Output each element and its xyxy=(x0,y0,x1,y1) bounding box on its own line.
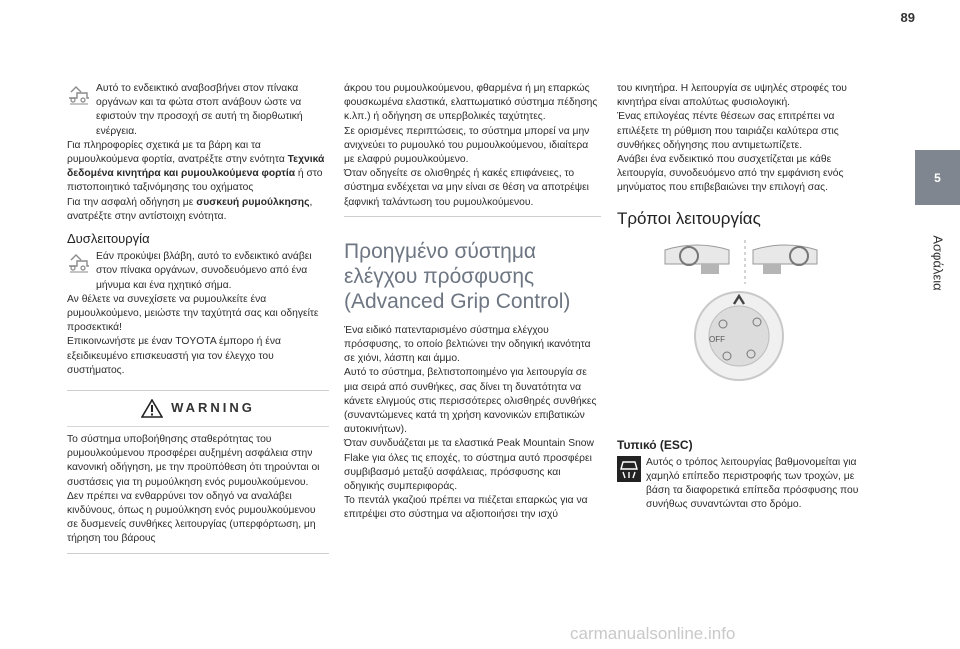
grip-control-knob-icon xyxy=(689,290,789,382)
trailer-warning-icon xyxy=(67,84,91,106)
esc-mode-icon xyxy=(617,456,641,482)
trailer-intro-block xyxy=(67,82,329,139)
grip-paragraph-1: Ένα ειδικό πατενταρισμένο σύστημα ελέγχου πρόσφυσης, το οποίο βελτιώνει την οδηγική ικανότητα σε χιόνι, λάσπη και άμμο. xyxy=(344,324,591,365)
grip-paragraph-4: Το πεντάλ γκαζιού πρέπει να πιέζεται επαρκώς για να επιτρέψει στο σύστημα να αξιοποιήσει την ισχύ xyxy=(344,495,588,521)
column-1 xyxy=(67,82,329,554)
page-number: 89 xyxy=(900,10,915,25)
malfunction-paragraph-2: Αν θέλετε να συνεχίσετε να ρυμουλκείτε ένα ρυμουλκούμενο, μειώστε την ταχύτητά σας και οδηγείτε προσεκτικά! xyxy=(67,293,319,334)
esc-text: Αυτός ο τρόπος λειτουργίας βαθμονομείται για χαμηλό επίπεδο περιστροφής των τροχών, με βάση τα διαφορετικά επίπεδα πρόσφυσης που συνήθως συναντώνται στο δρόμο. xyxy=(646,456,859,511)
warning-box xyxy=(67,390,329,554)
grip-control-heading: Προηγμένο σύστημα ελέγχου πρόσφυσης (Advanced Grip Control) xyxy=(344,239,571,313)
intro-paragraph-1: Αυτό το ενδεικτικό αναβοσβήνει στον πίνακα οργάνων και τα φώτα στοπ ανάβουν ώστε να εφιστούν την προσοχή σε αυτή τη διορθωτική ενέργεια. xyxy=(96,83,303,137)
watermark: carmanualsonline.info xyxy=(570,624,736,643)
grip-paragraph-3: Όταν συνδυάζεται με τα ελαστικά Peak Mountain Snow Flake για όλες τις εποχές, το σύστημα αυτό προσφέρει συμβιβασμό μεταξύ ασφάλειας, πρόσφυσης και οδηγικής συμπεριφοράς. xyxy=(344,438,594,493)
warning-body xyxy=(67,427,329,553)
warning-cont-3: Όταν οδηγείτε σε ολισθηρές ή κακές επιφάνειες, το σύστημα ενδέχεται να μην είναι σε θέση να αποτρέψει ξαφνική ταλάντωση του ρυμουλκούμενου. xyxy=(344,168,589,208)
malfunction-paragraph-3: Επικοινωνήστε με έναν TOYOTA έμπορο ή ένα εξειδικευμένο επισκευαστή για τον έλεγχο του συστήματος. xyxy=(67,336,281,376)
col3-cont-1: του κινητήρα. Η λειτουργία σε υψηλές στροφές του κινητήρα είναι απολύτως φυσιολογική. xyxy=(617,83,847,109)
dashboard-location-icon xyxy=(617,238,857,286)
modes-heading: Τρόποι λειτουργίας xyxy=(617,208,761,228)
column-3 xyxy=(617,82,862,513)
malfunction-paragraph-1: Εάν προκύψει βλάβη, αυτό το ενδεικτικό ανάβει στον πίνακα οργάνων, συνοδευόμενο από ένα μήνυμα και ένα ηχητικό σήμα. xyxy=(96,251,312,291)
malfunction-heading: Δυσλειτουργία xyxy=(67,231,150,247)
warning-title: WARNING xyxy=(171,400,255,416)
chapter-title-text: Ασφάλεια xyxy=(930,235,946,291)
intro2-end: ή στο πιστοποιητικό ταξινόμησης του οχήματος xyxy=(67,168,323,194)
col3-cont-3: Ανάβει ένα ενδεικτικό που συσχετίζεται με κάθε λειτουργία, συνοδευόμενο από την εμφάνιση ενός μηνύματος που επιβεβαιώνει την επιλογή σας. xyxy=(617,154,844,194)
warning-text: Το σύστημα υποβοήθησης σταθερότητας του ρυμουλκούμενου προσφέρει αυξημένη ασφάλεια στην κανονική οδήγηση, με την προϋπόθεση ότι τηρούνται οι συστάσεις για τη ρυμούλκηση ενός ρυμουλκούμενου. Δεν πρέπει να ενθαρρύνει τον οδηγό να αναλάβει κινδύνους, όπως η ρυμούλκηση ενός ρυμουλκούμενου σε δυσμενείς συνθήκες λειτουργίας (υπερφόρτωση, μη τήρηση του βάρους xyxy=(67,434,320,545)
col3-cont-2: Ένας επιλογέας πέντε θέσεων σας επιτρέπει να επιλέξετε τη ρύθμιση που ταιριάζει καλύτερα στις συνθήκες οδήγησης που αντιμετωπίζετε. xyxy=(617,111,839,151)
warning-cont-1: άκρου του ρυμουλκούμενου, φθαρμένα ή μη επαρκώς φουσκωμένα ελαστικά, ελαττωματικό σύστημα πέδησης κ.λπ.) ή οδήγηση σε υπερβολικές ταχύτητες. xyxy=(344,83,598,123)
trailer-fault-icon xyxy=(67,252,91,274)
intro3-text: Για την ασφαλή οδήγηση με xyxy=(67,196,197,208)
intro3-end: , ανατρέξτε στην αντίστοιχη ενότητα. xyxy=(67,196,313,222)
chapter-tab: 5 xyxy=(915,150,960,205)
intro2-bold: Τεχνικά δεδομένα κινητήρα και ρυμουλκούμενα φορτία xyxy=(67,154,325,180)
intro-paragraph-3 xyxy=(67,196,329,224)
intro-paragraph-2 xyxy=(67,139,329,196)
malfunction-block xyxy=(67,250,329,293)
warning-continuation xyxy=(344,82,601,217)
chapter-title xyxy=(923,218,953,308)
mode-selector-illustration xyxy=(617,238,862,348)
intro2-text: Για πληροφορίες σχετικά με τα βάρη και τα ρυμουλκούμενα φορτία, ανατρέξτε στην ενότητα xyxy=(67,139,288,166)
column-2 xyxy=(344,82,601,523)
warning-cont-2: Σε ορισμένες περιπτώσεις, το σύστημα μπορεί να μην ανιχνεύει το ρυμουλκό του ρυμουλκούμενου, ιδιαίτερα με ελαφρύ ρυμουλκούμενο. xyxy=(344,125,590,166)
esc-block xyxy=(617,456,862,513)
warning-triangle-icon xyxy=(141,399,163,418)
esc-heading: Τυπικό (ESC) xyxy=(617,437,693,452)
knob-off-label: OFF xyxy=(709,334,725,344)
grip-paragraph-2: Αυτό το σύστημα, βελτιστοποιημένο για λειτουργία σε μια σειρά από συνθήκες, σας δίνει τη δυνατότητα να κάνετε ελιγμούς στις περισσότερες ολισθηρές συνθήκες (συναντώμενες κατά τη χρήση κανονικών επιβατικών αυτοκινήτων). xyxy=(344,367,597,436)
warning-header xyxy=(67,391,329,427)
intro3-bold: συσκευή ρυμούλκησης xyxy=(196,196,310,208)
